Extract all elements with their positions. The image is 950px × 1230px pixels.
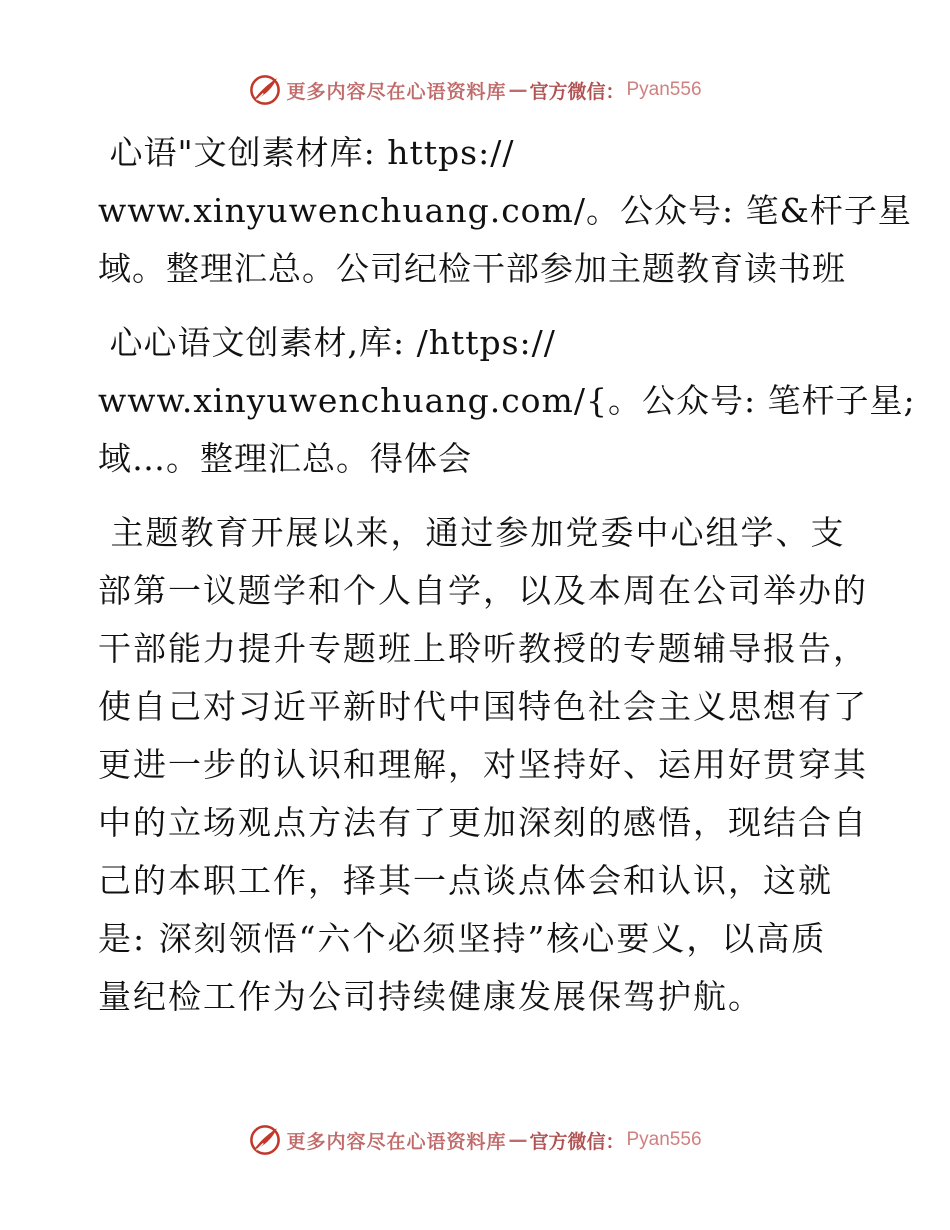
footer-banner [0, 1122, 950, 1158]
banner-main-text: 更多内容尽在心语资料库 [286, 80, 507, 103]
text-line: www.xinyuwenchuang.com/。公众号: 笔&杆子星 [98, 191, 912, 230]
banner-wechat-handle: Pyan556 [626, 1129, 702, 1150]
banner-wechat-label: 官方微信： [529, 1130, 625, 1153]
header-banner [0, 72, 950, 108]
paragraph-2 [98, 314, 916, 488]
banner-separator: — [508, 1129, 528, 1151]
banner-separator: — [508, 79, 528, 101]
text-line: 更进一步的认识和理解，对坚持好、运用好贯穿其 [98, 745, 868, 784]
banner-wechat-label: 官方微信： [529, 80, 625, 103]
text-line: 域。整理汇总。公司纪检干部参加主题教育读书班 [98, 249, 846, 288]
text-line: 中的立场观点方法有了更加深刻的感悟，现结合自 [98, 803, 868, 842]
document-body [98, 124, 916, 1026]
quill-logo-icon [248, 1123, 282, 1157]
text-line: 使自己对习近平新时代中国特色社会主义思想有了 [98, 687, 868, 726]
text-line: 是: 深刻领悟“六个必须坚持”核心要义，以高质 [98, 919, 827, 958]
text-line: 心语"文创素材库: https:// [98, 133, 515, 172]
text-line: 部第一议题学和个人自学，以及本周在公司举办的 [98, 571, 868, 610]
text-line: 域…。整理汇总。得体会 [98, 439, 472, 478]
paragraph-1 [98, 124, 912, 298]
text-line: 己的本职工作，择其一点谈点体会和认识，这就 [98, 861, 833, 900]
text-line: 心心语文创素材,库: /https:// [98, 323, 556, 362]
banner-wechat-handle: Pyan556 [626, 79, 702, 100]
banner-main-text: 更多内容尽在心语资料库 [286, 1130, 507, 1153]
text-line: 干部能力提升专题班上聆听教授的专题辅导报告， [98, 629, 868, 668]
quill-logo-icon [248, 73, 282, 107]
paragraph-3 [98, 504, 868, 1026]
text-line: 量纪检工作为公司持续健康发展保驾护航。 [98, 977, 763, 1016]
text-line: 主题教育开展以来，通过参加党委中心组学、支 [98, 513, 846, 552]
text-line: www.xinyuwenchuang.com/{。公众号: 笔杆子星; [98, 381, 916, 420]
